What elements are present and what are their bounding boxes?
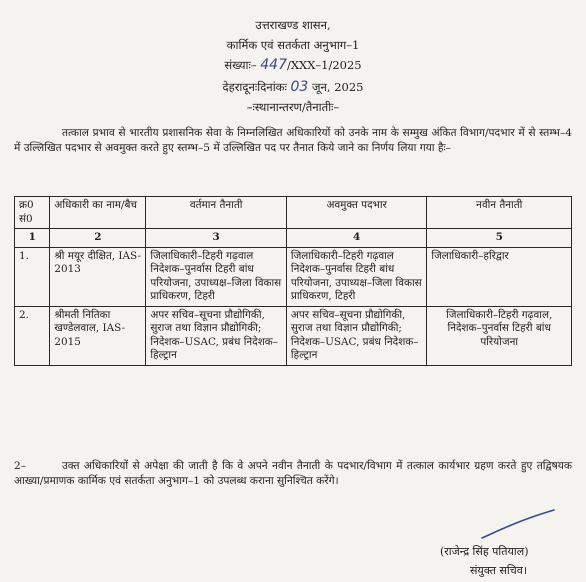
order-number-handwritten: 447 [260,57,287,73]
row-relieved-charge: अपर सचिव–सूचना प्रौद्योगिकी, सुराज तथा विज्ञान प्रौद्योगिकी; निदेशक–USAC, प्रबंध निदेशक–हिल्ट्रान [286,306,427,365]
header-serial: क्र0 सं0 [15,197,50,229]
header-new-posting: नवीन तैनाती [427,197,572,229]
header-relieved-charge: अवमुक्त पदभार [286,197,427,229]
closing-text: उक्त अधिकारियों से अपेक्षा की जाती है कि वे अपने नवीन तैनाती के पदभार/विभाग में तत्काल कार्यभार ग्रहण करते हुए तद्विषयक आख्या/प्रमाणक कार्मिक एवं सतर्कता अनुभाग–1 को उपलब्ध कराना सुनिश्चित करेंगे। [14,460,572,487]
order-subject: –ःस्थानान्तरण/तैनातीः– [246,100,340,114]
row-officer: श्रीमती नितिका खण्डेलवाल, IAS-2015 [50,306,146,365]
row-new-posting: जिलाधिकारी–टिहरी गढ़वाल, निदेशक–पुनर्वास टिहरी बांध परियोजना [427,306,572,365]
order-number-suffix: /XXX–1/2025 [286,58,362,72]
row-new-posting: जिलाधिकारी–हरिद्वार [427,247,572,306]
signatory-designation: संयुक्त सचिव। [470,564,528,577]
column-number: 1 [15,229,50,248]
row-officer: श्री मयूर दीक्षित, IAS-2013 [50,247,146,306]
column-number: 3 [146,229,287,248]
order-date [0,79,586,95]
signature-mark [478,508,558,542]
order-date-handwritten: 03 [290,79,309,95]
transfer-table [14,196,572,366]
column-number-row [15,229,572,248]
row-current-posting: जिलाधिकारी–टिहरी गढ़वाल निदेशक–पुनर्वास टिहरी बांध परियोजना, उपाध्यक्ष–जिला विकास प्राधिकरण, टिहरी [146,247,287,306]
column-number: 2 [50,229,146,248]
signatory-name: (राजेन्द्र सिंह पतियाल) [440,545,529,558]
intro-paragraph: तत्काल प्रभाव से भारतीय प्रशासनिक सेवा के निम्नलिखित अधिकारियों को उनके नाम के सम्मुख अंकित विभाग/पदभार में से स्तम्भ–4 में उल्लिखित पदभार से अवमुक्त करते हुए स्तम्भ–5 में उल्लिखित पद पर तैनात किये जाने का निर्णय लिया गया हैः– [14,127,572,154]
header-officer: अधिकारी का नाम/बैच [50,197,146,229]
order-number [0,57,586,73]
government-name: उत्तराखण्ड शासन, [255,18,331,32]
order-number-label: संख्याः– [224,58,257,72]
table-row [15,247,572,306]
row-serial: 1. [15,247,50,306]
table-header-row [15,197,572,229]
column-number: 5 [427,229,572,248]
row-current-posting: अपर सचिव–सूचना प्रौद्योगिकी, सुराज तथा विज्ञान प्रौद्योगिकी; निदेशक–USAC, प्रबंध निदेशक–हिल्ट्रान [146,306,287,365]
table-row [15,306,572,365]
section-name: कार्मिक एवं सतर्कता अनुभाग–1 [226,38,360,52]
order-date-suffix: जून, 2025 [311,80,364,94]
closing-number: 2– [14,460,27,472]
column-number: 4 [286,229,427,248]
header-current-posting: वर्तमान तैनाती [146,197,287,229]
order-date-label: देहरादूनःदिनांकः [222,80,287,94]
row-serial: 2. [15,306,50,365]
row-relieved-charge: जिलाधिकारी–टिहरी गढ़वाल निदेशक–पुनर्वास टिहरी बांध परियोजना, उपाध्यक्ष–जिला विकास प्राधिकरण, टिहरी [286,247,427,306]
closing-paragraph [14,459,572,488]
